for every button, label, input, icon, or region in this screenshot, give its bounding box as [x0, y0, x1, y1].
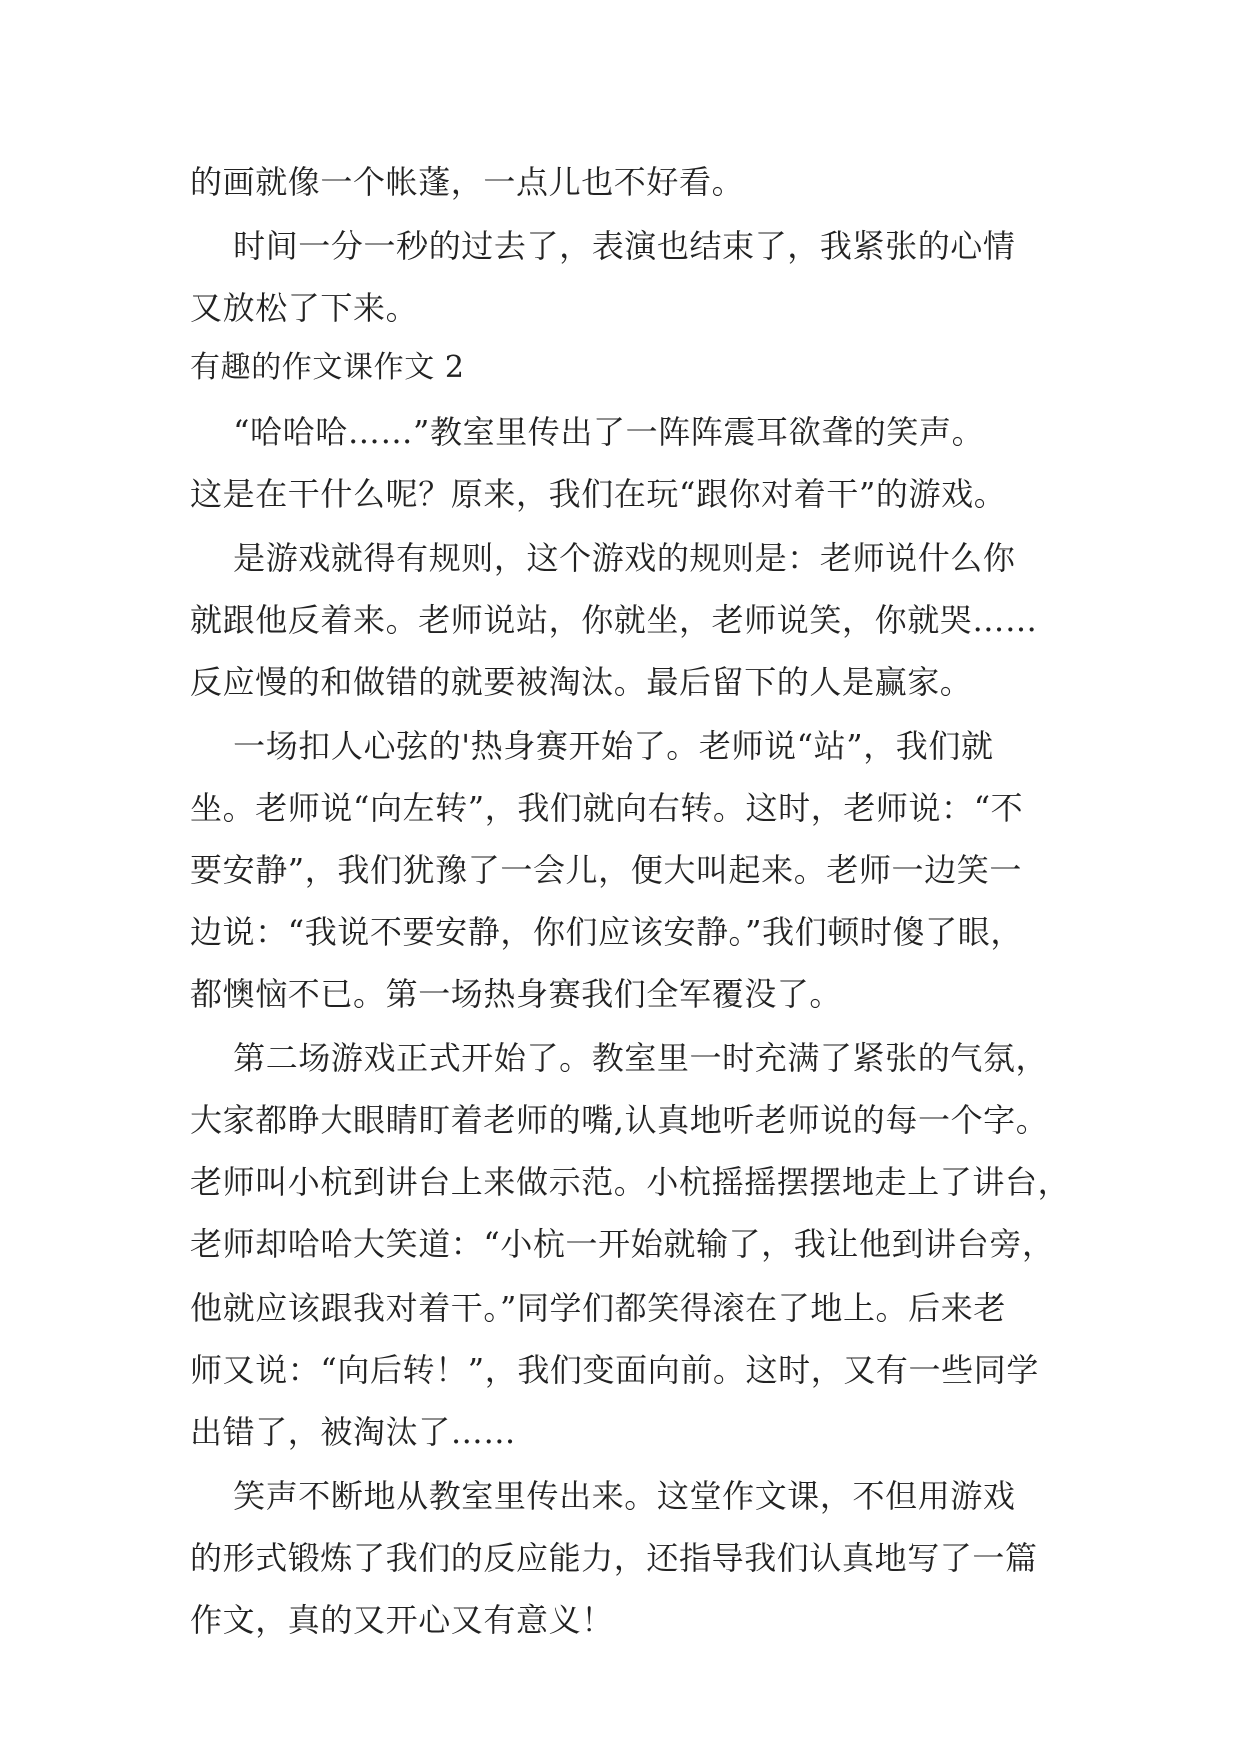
- text-line: 边说：“我说不要安静，你们应该安静。”我们顿时傻了眼，: [190, 913, 1023, 951]
- text-line: 时间一分一秒的过去了，表演也结束了，我紧张的心情: [190, 227, 1016, 265]
- text-line: 一场扣人心弦的'热身赛开始了。老师说“站”，我们就: [190, 727, 994, 765]
- text-line: 要安静”，我们犹豫了一会儿，便大叫起来。老师一边笑一: [190, 851, 1022, 889]
- text-line: “哈哈哈……”教室里传出了一阵阵震耳欲聋的笑声。: [190, 413, 985, 451]
- text-line: 笑声不断地从教室里传出来。这堂作文课，不但用游戏: [190, 1477, 1016, 1515]
- text-line: 反应慢的和做错的就要被淘汰。最后留下的人是赢家。: [190, 663, 973, 701]
- text-line: 他就应该跟我对着干。”同学们都笑得滚在了地上。后来老: [190, 1289, 1006, 1327]
- text-line: 出错了，被淘汰了……: [190, 1413, 517, 1451]
- text-line: 的形式锻炼了我们的反应能力，还指导我们认真地写了一篇: [190, 1539, 1038, 1577]
- essay-title: 有趣的作文课作文 2: [190, 350, 465, 385]
- text-line: 都懊恼不已。第一场热身赛我们全军覆没了。: [190, 975, 843, 1013]
- text-line: 这是在干什么呢？原来，我们在玩“跟你对着干”的游戏。: [190, 475, 1007, 513]
- text-line: 是游戏就得有规则，这个游戏的规则是：老师说什么你: [190, 539, 1016, 577]
- text-line: 就跟他反着来。老师说站，你就坐，老师说笑，你就哭……: [190, 601, 1038, 639]
- text-line: 作文，真的又开心又有意义！: [190, 1601, 614, 1639]
- text-line: 又放松了下来。: [190, 289, 419, 327]
- text-line: 的画就像一个帐蓬，一点儿也不好看。: [190, 163, 745, 201]
- text-line: 老师却哈哈大笑道：“小杭一开始就输了，我让他到讲台旁，: [190, 1225, 1055, 1263]
- text-line: 大家都睁大眼睛盯着老师的嘴,认真地听老师说的每一个字。: [190, 1101, 1049, 1139]
- text-line: 第二场游戏正式开始了。教室里一时充满了紧张的气氛，: [190, 1039, 1049, 1077]
- text-line: 老师叫小杭到讲台上来做示范。小杭摇摇摆摆地走上了讲台，: [190, 1163, 1071, 1201]
- text-line: 坐。老师说“向左转”，我们就向右转。这时，老师说：“不: [190, 789, 1024, 827]
- text-line: 师又说：“向后转！”，我们变面向前。这时，又有一些同学: [190, 1351, 1039, 1389]
